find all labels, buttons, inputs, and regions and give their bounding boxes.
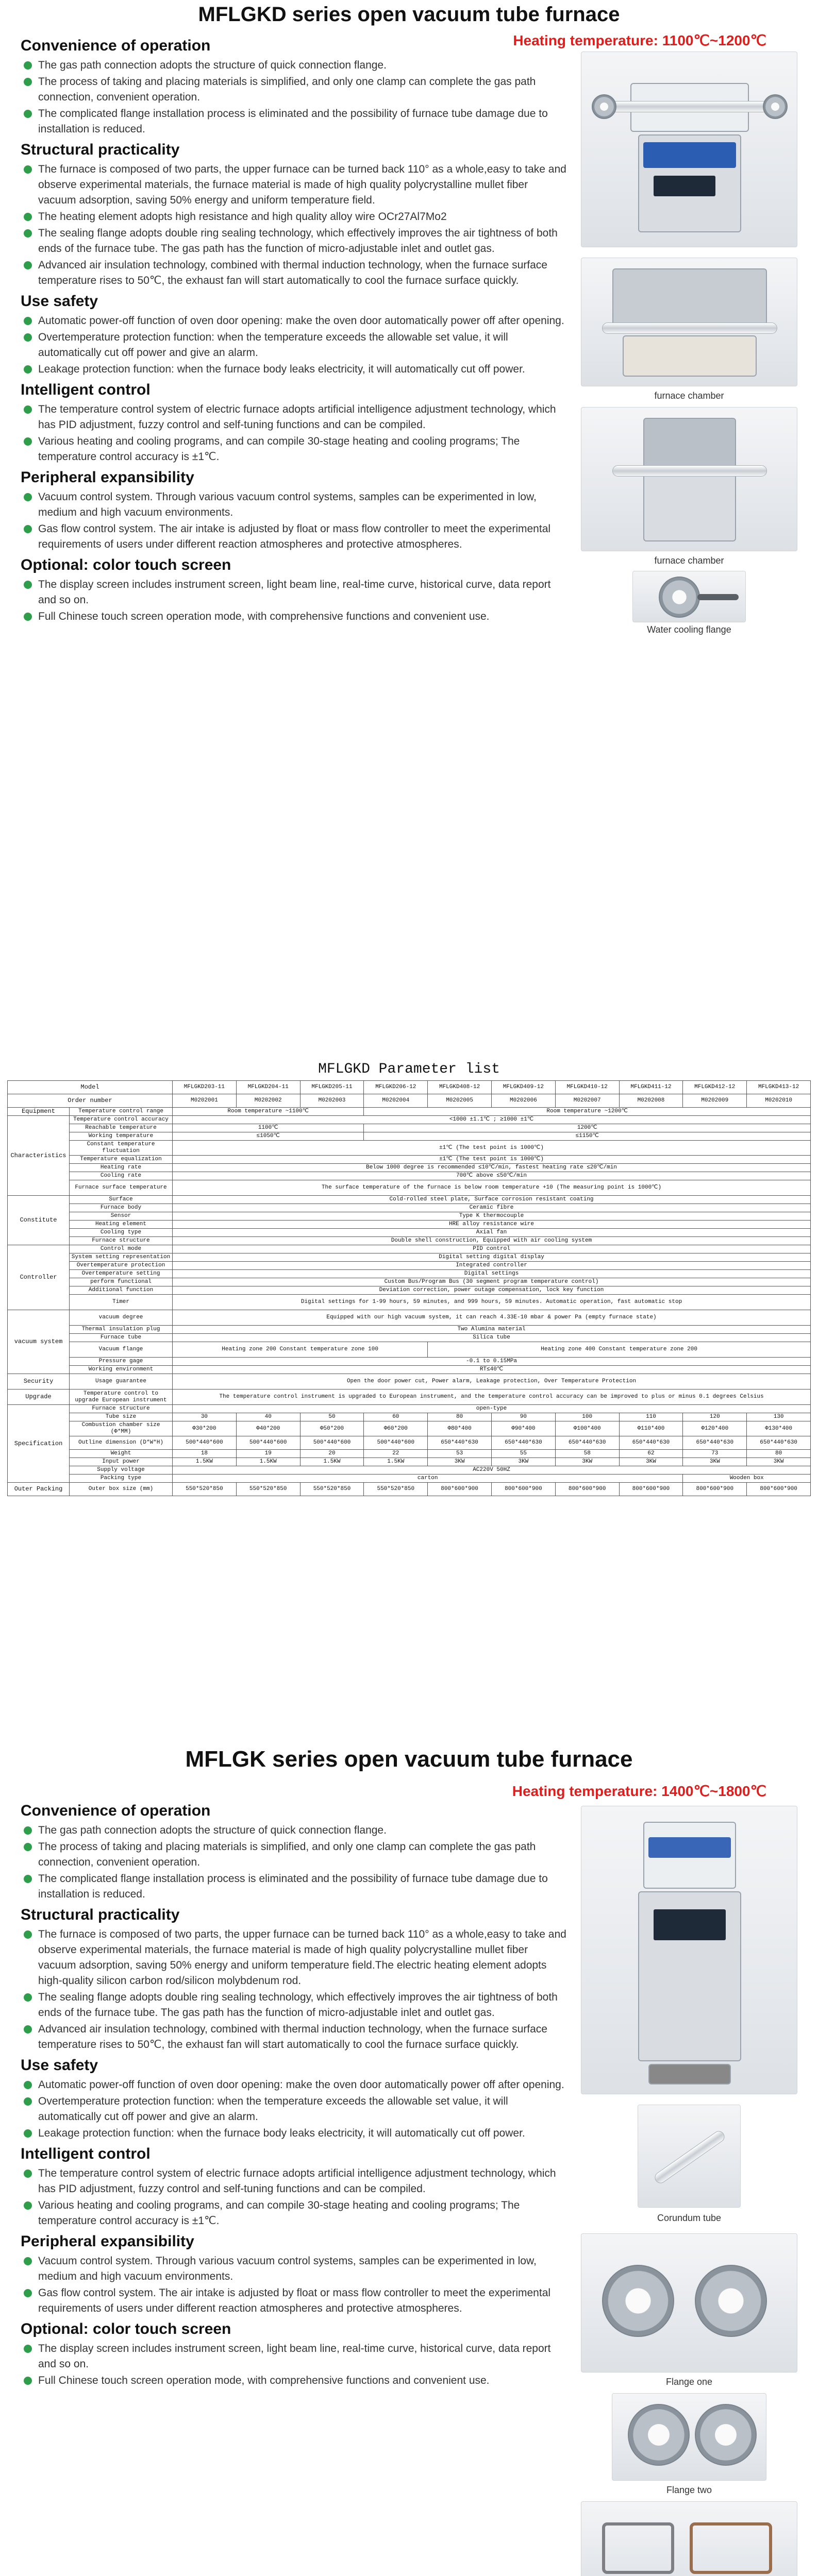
table-cell: Working temperature (70, 1132, 173, 1141)
table-cell: MFLGKD413-12 (747, 1081, 811, 1094)
table-cell: Outer Packing (8, 1483, 70, 1496)
table-cell: M0202002 (236, 1094, 300, 1108)
table-cell: 30 (173, 1413, 237, 1421)
table-cell: Φ130*400 (747, 1421, 811, 1436)
table-cell: Model (8, 1081, 173, 1094)
table-cell: 500*440*600 (173, 1436, 237, 1450)
table-cell: Room temperature ~1100℃ (173, 1108, 364, 1116)
caption-2: furnace chamber (654, 555, 724, 566)
table-cell: 58 (555, 1450, 619, 1458)
feature-item: Leakage protection function: when the furnace body leaks electricity, it will automatically cut off power. (21, 362, 567, 377)
table-row (8, 1253, 811, 1262)
table-cell: Weight (70, 1450, 173, 1458)
table-cell: Digital settings for 1-99 hours, 59 minutes, and 999 hours, 59 minutes. Automatic operation, fast automatic stop (173, 1295, 811, 1310)
mflgk-title: MFLGK series open vacuum tube furnace (185, 1747, 633, 1772)
table-row (8, 1132, 811, 1141)
table-cell: Order number (8, 1094, 173, 1108)
table-cell: Heating rate (70, 1164, 173, 1172)
table-cell: Furnace structure (70, 1405, 173, 1413)
table-cell: HRE alloy resistance wire (173, 1221, 811, 1229)
table-cell: Integrated controller (173, 1262, 811, 1270)
table-cell: Custom Bus/Program Bus (30 segment program temperature control) (173, 1278, 811, 1286)
table-cell: Tube size (70, 1413, 173, 1421)
table-cell: 800*600*900 (747, 1483, 811, 1496)
table-cell: Sensor (70, 1212, 173, 1221)
table-row (8, 1116, 811, 1124)
table-cell: Usage guarantee (70, 1374, 173, 1389)
table-row (8, 1124, 811, 1132)
table-cell: 650*440*630 (492, 1436, 556, 1450)
mflgk-features (21, 1798, 567, 2389)
table-cell: Axial fan (173, 1229, 811, 1237)
table-cell: 650*440*630 (683, 1436, 747, 1450)
table-row (8, 1245, 811, 1253)
table-cell: Furnace surface temperature (70, 1180, 173, 1196)
table-cell: Below 1000 degree is recommended ≤10℃/min, fastest heating rate ≤20℃/min (173, 1164, 811, 1172)
table-cell: 20 (300, 1450, 364, 1458)
table-cell: 90 (492, 1413, 556, 1421)
table-row (8, 1156, 811, 1164)
table-cell: 3KW (555, 1458, 619, 1466)
table-cell: Φ90*400 (492, 1421, 556, 1436)
table-cell: -0.1 to 0.15MPa (173, 1358, 811, 1366)
feature-item: Full Chinese touch screen operation mode, with comprehensive functions and convenient use. (21, 609, 567, 624)
table-cell: Digital settings (173, 1270, 811, 1278)
feature-item: The temperature control system of electric furnace adopts artificial intelligence adjustment technology, which has PID adjustment, fuzzy control and self-tuning functions and can be compiled. (21, 402, 567, 433)
table-cell: Supply voltage (70, 1466, 173, 1475)
table-row (8, 1196, 811, 1204)
table-cell: 130 (747, 1413, 811, 1421)
feature-heading: Structural practicality (21, 141, 180, 158)
table-cell: 650*440*630 (747, 1436, 811, 1450)
table-cell: Φ40*200 (236, 1421, 300, 1436)
feature-heading: Optional: color touch screen (21, 2320, 231, 2337)
feature-item: Vacuum control system. Through various vacuum control systems, samples can be experimented in low, medium and high vacuum environments. (21, 2253, 567, 2284)
table-cell: Φ80*400 (428, 1421, 492, 1436)
table-row (8, 1262, 811, 1270)
table-cell: Open the door power cut, Power alarm, Leakage protection, Over Temperature Protection (173, 1374, 811, 1389)
table-cell: MFLGKD409-12 (492, 1081, 556, 1094)
table-cell: 1.5KW (236, 1458, 300, 1466)
feature-item: The process of taking and placing materials is simplified, and only one clamp can complete the gas path connection, convenient operation. (21, 74, 567, 105)
feature-item: Various heating and cooling programs, and can compile 30-stage heating and cooling programs; The temperature control accuracy is ±1℃. (21, 2198, 567, 2229)
mflgkd-heating-label: Heating temperature: (513, 32, 658, 48)
table-row (8, 1221, 811, 1229)
table-cell: Additional function (70, 1286, 173, 1295)
flange-one-photo (581, 2233, 797, 2372)
table-cell: Two Alumina material (173, 1326, 811, 1334)
table-cell: 80 (428, 1413, 492, 1421)
table-cell: 73 (683, 1450, 747, 1458)
table-cell: Furnace tube (70, 1334, 173, 1342)
table-cell: 500*440*600 (300, 1436, 364, 1450)
table-cell: 550*520*850 (173, 1483, 237, 1496)
table-row (8, 1237, 811, 1245)
table-row (8, 1483, 811, 1496)
table-cell: System setting representation (70, 1253, 173, 1262)
table-row (8, 1172, 811, 1180)
feature-item: The sealing flange adopts double ring sealing technology, which effectively improves the air tightness of both ends of the furnace tube. The gas path has the function of micro-adjustable inlet and outlet gas. (21, 226, 567, 257)
silicon-rod-photo (581, 2501, 797, 2576)
feature-heading: Use safety (21, 2057, 98, 2074)
table-cell: Wooden box (683, 1475, 811, 1483)
table-row (8, 1229, 811, 1237)
feature-item: The gas path connection adopts the structure of quick connection flange. (21, 58, 567, 73)
feature-item: The furnace is composed of two parts, the upper furnace can be turned back 110° as a whole,easy to take and observe experimental materials, the furnace material is made of high quality polycrystalline mullet fiber vacuum adsorption, saving 50% energy and uniform temperature field. (21, 162, 567, 208)
table-cell: 550*520*850 (364, 1483, 428, 1496)
table-cell: M0202004 (364, 1094, 428, 1108)
table-cell: Type K thermocouple (173, 1212, 811, 1221)
mflgkd-title: MFLGKD series open vacuum tube furnace (198, 3, 620, 26)
table-cell: Φ110*400 (619, 1421, 683, 1436)
table-cell: Timer (70, 1295, 173, 1310)
table-cell: 80 (747, 1450, 811, 1458)
feature-heading: Convenience of operation (21, 1802, 211, 1819)
vertical-furnace-photo (581, 1806, 797, 2094)
table-cell: MFLGKD203-11 (173, 1081, 237, 1094)
feature-item: The display screen includes instrument screen, light beam line, real-time curve, historical curve, data report and so on. (21, 577, 567, 608)
table-cell: 550*520*850 (300, 1483, 364, 1496)
table-cell: 3KW (428, 1458, 492, 1466)
table-row (8, 1389, 811, 1405)
table-cell: 50 (300, 1413, 364, 1421)
table-row (8, 1286, 811, 1295)
feature-item: Gas flow control system. The air intake is adjusted by float or mass flow controller to meet the experimental requirements of users under different reaction atmospheres and protective atmospheres. (21, 2285, 567, 2316)
feature-item: The furnace is composed of two parts, the upper furnace can be turned back 110° as a whole,easy to take and observe experimental materials, the furnace material is made of high quality polycrystalline mullet fiber vacuum adsorption, saving 50% energy and uniform temperature field.The electric heating element adopts high-quality silicon carbon rod/silicon molybdenum rod. (21, 1927, 567, 1989)
mflgk-heating (512, 1783, 766, 1800)
feature-item: The temperature control system of electric furnace adopts artificial intelligence adjustment technology, which has PID adjustment, fuzzy control and self-tuning functions and can be compiled. (21, 2166, 567, 2197)
table-cell: Cooling rate (70, 1172, 173, 1180)
table-cell: 1.5KW (173, 1458, 237, 1466)
feature-heading: Use safety (21, 293, 98, 310)
table-cell: Overtemperature setting (70, 1270, 173, 1278)
feature-heading: Intelligent control (21, 2145, 151, 2162)
table-cell: AC220V 50HZ (173, 1466, 811, 1475)
mflgkd-images (581, 52, 797, 634)
table-row (8, 1108, 811, 1116)
table-cell: Heating zone 400 Constant temperature zone 200 (428, 1342, 811, 1358)
table-cell: Temperature control to upgrade European instrument (70, 1389, 173, 1405)
caption-3: Water cooling flange (647, 624, 731, 635)
table-cell: Working environment (70, 1366, 173, 1374)
table-cell: MFLGKD411-12 (619, 1081, 683, 1094)
table-row (8, 1413, 811, 1421)
table-cell: 120 (683, 1413, 747, 1421)
table-cell: 60 (364, 1413, 428, 1421)
table-cell: 18 (173, 1450, 237, 1458)
mflgkd-parameter-table (7, 1061, 811, 1496)
table-cell: The surface temperature of the furnace is below room temperature +10 (The measuring point is 1000℃) (173, 1180, 811, 1196)
table-cell: Heating zone 200 Constant temperature zone 100 (173, 1342, 428, 1358)
table-cell: 800*600*900 (428, 1483, 492, 1496)
table-cell: Temperature control accuracy (70, 1116, 173, 1124)
table-cell: vacuum degree (70, 1310, 173, 1326)
table-cell: 62 (619, 1450, 683, 1458)
table-cell: Control mode (70, 1245, 173, 1253)
table-cell: Φ60*200 (364, 1421, 428, 1436)
table-cell: RT≤40℃ (173, 1366, 811, 1374)
table-cell: MFLGKD410-12 (555, 1081, 619, 1094)
feature-heading: Intelligent control (21, 381, 151, 398)
mflgkd-table-title: MFLGKD Parameter list (318, 1061, 500, 1077)
feature-item: The gas path connection adopts the structure of quick connection flange. (21, 1823, 567, 1838)
table-cell: 700℃ above ≤50℃/min (173, 1172, 811, 1180)
table-row (8, 1366, 811, 1374)
table-cell: Cold-rolled steel plate, Surface corrosion resistant coating (173, 1196, 811, 1204)
table-cell: Controller (8, 1245, 70, 1310)
table-cell: 55 (492, 1450, 556, 1458)
table-cell: Packing type (70, 1475, 173, 1483)
feature-heading: Structural practicality (21, 1906, 180, 1923)
feature-heading: Peripheral expansibility (21, 469, 194, 486)
feature-item: Advanced air insulation technology, combined with thermal induction technology, when the furnace surface temperature rises to 50℃, the exhaust fan will start automatically to cool the furnace surface quickly. (21, 2022, 567, 2053)
table-row (8, 1141, 811, 1156)
caption-flange-two: Flange two (666, 2485, 712, 2495)
table-cell: M0202007 (555, 1094, 619, 1108)
table-cell: 22 (364, 1450, 428, 1458)
table-cell: Security (8, 1374, 70, 1389)
table-cell: Specification (8, 1405, 70, 1483)
table-cell: Temperature equalization (70, 1156, 173, 1164)
caption-corundum: Corundum tube (657, 2213, 722, 2223)
table-row (8, 1295, 811, 1310)
mflgkd-features (21, 33, 567, 625)
feature-item: Overtemperature protection function: when the temperature exceeds the allowable set value, it will automatically cut off power and give an alarm. (21, 2094, 567, 2125)
furnace-photo-closed (581, 52, 797, 247)
feature-item: Automatic power-off function of oven door opening: make the oven door automatically power off after opening. (21, 2077, 567, 2093)
mflgk-section (0, 1741, 818, 2576)
table-cell: ≤1150℃ (364, 1132, 811, 1141)
table-cell: Pressure gage (70, 1358, 173, 1366)
table-cell: M0202005 (428, 1094, 492, 1108)
table-row (8, 1458, 811, 1466)
feature-heading: Convenience of operation (21, 37, 211, 54)
table-row (8, 1212, 811, 1221)
table-cell: PID control (173, 1245, 811, 1253)
table-cell: The temperature control instrument is upgraded to European instrument, and the temperature control accuracy can be improved to plus or minus 0.1 degrees Celsius (173, 1389, 811, 1405)
table-cell: 100 (555, 1413, 619, 1421)
table-cell: ±1℃ (The test point is 1000℃) (173, 1156, 811, 1164)
table-cell: Equipment (8, 1108, 70, 1116)
feature-item: Overtemperature protection function: when the temperature exceeds the allowable set value, it will automatically cut off power and give an alarm. (21, 330, 567, 361)
table-cell: Reachable temperature (70, 1124, 173, 1132)
table-cell: MFLGKD204-11 (236, 1081, 300, 1094)
feature-item: Various heating and cooling programs, and can compile 30-stage heating and cooling programs; The temperature control accuracy is ±1℃. (21, 434, 567, 465)
table-row (8, 1204, 811, 1212)
table-cell: Equipped with our high vacuum system, it can reach 4.33E-10 mbar & power Pa (empty furnace state) (173, 1310, 811, 1326)
table-cell: Combustion chamber size (Φ*MM) (70, 1421, 173, 1436)
table-cell: 800*600*900 (555, 1483, 619, 1496)
caption-flange-one: Flange one (665, 2377, 713, 2387)
mflgk-heating-value: 1400℃~1800℃ (661, 1783, 766, 1799)
table-cell: Upgrade (8, 1389, 70, 1405)
table-cell: Φ100*400 (555, 1421, 619, 1436)
table-cell: M0202009 (683, 1094, 747, 1108)
table-cell: ≤1050℃ (173, 1132, 364, 1141)
table-cell: Heating element (70, 1221, 173, 1229)
table-row (8, 1421, 811, 1436)
feature-item: The display screen includes instrument screen, light beam line, real-time curve, historical curve, data report and so on. (21, 2341, 567, 2372)
table-cell: Input power (70, 1458, 173, 1466)
water-cooling-flange-photo (632, 571, 746, 622)
table-cell: 1100℃ (173, 1124, 364, 1132)
furnace-chamber-photo-2 (581, 407, 797, 551)
table-row (8, 1334, 811, 1342)
table-cell: Surface (70, 1196, 173, 1204)
table-cell: 1.5KW (364, 1458, 428, 1466)
table-cell: Room temperature ~1200℃ (364, 1108, 811, 1116)
table-cell: MFLGKD412-12 (683, 1081, 747, 1094)
feature-item: Automatic power-off function of oven door opening: make the oven door automatically power off after opening. (21, 313, 567, 329)
table-cell: 500*440*600 (236, 1436, 300, 1450)
table-cell: Double shell construction, Equipped with air cooling system (173, 1237, 811, 1245)
table-cell: 19 (236, 1450, 300, 1458)
table-cell: carton (173, 1475, 683, 1483)
feature-item: Advanced air insulation technology, combined with thermal induction technology, when the furnace surface temperature rises to 50℃, the exhaust fan will start automatically to cool the furnace surface quickly. (21, 258, 567, 289)
table-cell: Constant temperature fluctuation (70, 1141, 173, 1156)
table-cell: 3KW (683, 1458, 747, 1466)
table-cell: Φ30*200 (173, 1421, 237, 1436)
table-cell: 1.5KW (300, 1458, 364, 1466)
table-cell: 800*600*900 (492, 1483, 556, 1496)
table-cell: Constitute (8, 1196, 70, 1245)
table-cell: 500*440*600 (364, 1436, 428, 1450)
table-cell: 110 (619, 1413, 683, 1421)
feature-item: The complicated flange installation process is eliminated and the possibility of furnace tube damage due to installation is reduced. (21, 106, 567, 137)
table-cell: 40 (236, 1413, 300, 1421)
table-cell: M0202008 (619, 1094, 683, 1108)
table-row (8, 1466, 811, 1475)
table-cell: 650*440*630 (555, 1436, 619, 1450)
mflgkd-section (0, 0, 818, 1056)
table-row (8, 1270, 811, 1278)
table-cell: 53 (428, 1450, 492, 1458)
table-cell: Φ50*200 (300, 1421, 364, 1436)
table-cell: Ceramic fibre (173, 1204, 811, 1212)
table-cell: MFLGKD408-12 (428, 1081, 492, 1094)
caption-1: furnace chamber (654, 391, 724, 401)
feature-item: The complicated flange installation process is eliminated and the possibility of furnace tube damage due to installation is reduced. (21, 1871, 567, 1902)
table-cell: 800*600*900 (683, 1483, 747, 1496)
table-cell: perform functional (70, 1278, 173, 1286)
table-cell: open-type (173, 1405, 811, 1413)
table-row (8, 1094, 811, 1108)
feature-heading: Optional: color touch screen (21, 556, 231, 573)
table-row (8, 1081, 811, 1094)
feature-item: Leakage protection function: when the furnace body leaks electricity, it will automatically cut off power. (21, 2126, 567, 2141)
table-cell: Temperature control range (70, 1108, 173, 1116)
table-row (8, 1475, 811, 1483)
table-row (8, 1278, 811, 1286)
table-cell: <1000 ±1.1℃ ; ≥1000 ±1℃ (173, 1116, 811, 1124)
furnace-chamber-photo-1 (581, 258, 797, 386)
table-row (8, 1436, 811, 1450)
table-row (8, 1326, 811, 1334)
table-row (8, 1374, 811, 1389)
table-cell: Vacuum flange (70, 1342, 173, 1358)
table-cell: Overtemperature protection (70, 1262, 173, 1270)
table-cell: M0202010 (747, 1094, 811, 1108)
feature-heading: Peripheral expansibility (21, 2233, 194, 2250)
table-cell: 3KW (747, 1458, 811, 1466)
table-cell: M0202001 (173, 1094, 237, 1108)
feature-item: Gas flow control system. The air intake is adjusted by float or mass flow controller to meet the experimental requirements of users under different reaction atmospheres and protective atmospheres. (21, 521, 567, 552)
table-cell: 650*440*630 (619, 1436, 683, 1450)
table-cell: M0202003 (300, 1094, 364, 1108)
table-cell: 800*600*900 (619, 1483, 683, 1496)
table-cell: ±1℃ (The test point is 1000℃) (173, 1141, 811, 1156)
table-cell: Outer box size (mm) (70, 1483, 173, 1496)
table-row (8, 1342, 811, 1358)
table-cell: Thermal insulation plug (70, 1326, 173, 1334)
feature-item: The sealing flange adopts double ring sealing technology, which effectively improves the air tightness of both ends of the furnace tube. The gas path has the function of micro-adjustable inlet and outlet gas. (21, 1990, 567, 2021)
table-cell: Silica tube (173, 1334, 811, 1342)
table-cell: 3KW (492, 1458, 556, 1466)
table-cell: Characteristics (8, 1116, 70, 1196)
feature-item: Full Chinese touch screen operation mode, with comprehensive functions and convenient use. (21, 2373, 567, 2388)
table-row (8, 1358, 811, 1366)
table-cell: Furnace body (70, 1204, 173, 1212)
table-row (8, 1450, 811, 1458)
table-cell: MFLGKD206-12 (364, 1081, 428, 1094)
corundum-tube-photo (638, 2105, 741, 2208)
table-row (8, 1180, 811, 1196)
mflgk-heating-label: Heating temperature: (512, 1783, 658, 1799)
table-cell: MFLGKD205-11 (300, 1081, 364, 1094)
table-cell: Outline dimension (D*W*H) (70, 1436, 173, 1450)
table-row (8, 1405, 811, 1413)
table-cell: Cooling type (70, 1229, 173, 1237)
flange-two-photo (612, 2393, 766, 2481)
table-row (8, 1310, 811, 1326)
table-cell: 650*440*630 (428, 1436, 492, 1450)
feature-item: Vacuum control system. Through various vacuum control systems, samples can be experimented in low, medium and high vacuum environments. (21, 489, 567, 520)
table-cell: Furnace structure (70, 1237, 173, 1245)
feature-item: The heating element adopts high resistance and high quality alloy wire OCr27Al7Mo2 (21, 209, 567, 225)
table-cell: 550*520*850 (236, 1483, 300, 1496)
table-cell: Φ120*400 (683, 1421, 747, 1436)
mflgkd-table (7, 1080, 811, 1496)
table-cell: Digital setting digital display (173, 1253, 811, 1262)
table-row (8, 1164, 811, 1172)
table-cell: M0202006 (492, 1094, 556, 1108)
table-cell: Deviation correction, power outage compensation, lock key function (173, 1286, 811, 1295)
table-cell: 3KW (619, 1458, 683, 1466)
feature-item: The process of taking and placing materials is simplified, and only one clamp can complete the gas path connection, convenient operation. (21, 1839, 567, 1870)
mflgk-images (581, 1806, 797, 2576)
table-cell: vacuum system (8, 1310, 70, 1374)
table-cell: 1200℃ (364, 1124, 811, 1132)
mflgkd-heating-value: 1100℃~1200℃ (662, 32, 766, 48)
